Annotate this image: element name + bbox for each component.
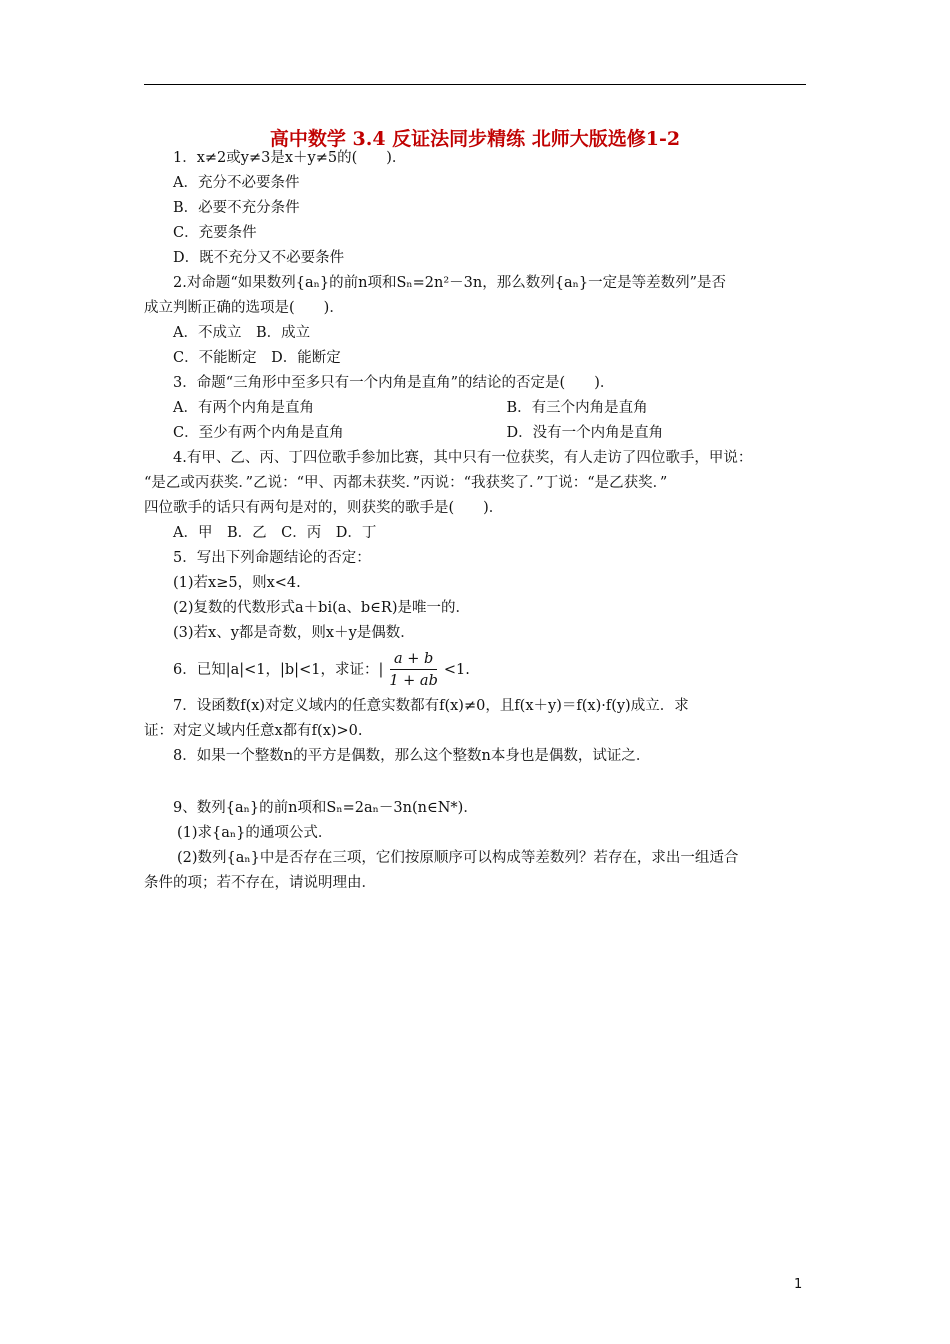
q5-part1: (1)若x≥5，则x<4. <box>173 575 301 591</box>
q3-option-b: B．有三个内角是直角 <box>506 400 648 416</box>
q3-option-d: D．没有一个内角是直角 <box>506 425 664 441</box>
q2-stem-line1: 2.对命题“如果数列{aₙ}的前n项和Sₙ=2n²－3n，那么数列{aₙ}一定是等差数列”是否 <box>173 275 727 291</box>
q1-option-c: C．充要条件 <box>173 225 257 241</box>
q8-stem: 8．如果一个整数n的平方是偶数，那么这个整数n本身也是偶数，试证之． <box>173 748 651 764</box>
document-title: 高中数学 3.4 反证法同步精练 北师大版选修1-2 <box>269 128 681 150</box>
q6-denominator: 1 + ab <box>389 672 438 689</box>
q1-option-a: A．充分不必要条件 <box>173 175 300 191</box>
q3-option-a: A．有两个内角是直角 <box>173 400 314 416</box>
q2-options-cd: C．不能断定 D．能断定 <box>173 350 341 366</box>
q9-part2-line1: (2)数列{aₙ}中是否存在三项，它们按原顺序可以构成等差数列？若存在，求出一组适合 <box>177 850 739 866</box>
q2-stem-line2: 成立判断正确的选项是( )． <box>144 300 344 316</box>
q5-stem: 5．写出下列命题结论的否定： <box>173 550 371 566</box>
q4-stem-line1: 4.有甲、乙、丙、丁四位歌手参加比赛，其中只有一位获奖，有人走访了四位歌手，甲说： <box>173 450 753 466</box>
q3-stem: 3．命题“三角形中至多只有一个内角是直角”的结论的否定是( )． <box>173 375 615 391</box>
q2-options-ab: A．不成立 B．成立 <box>173 325 311 341</box>
q4-stem-line2: “是乙或丙获奖．”乙说：“甲、丙都未获奖．”丙说：“我获奖了．”丁说：“是乙获奖．” <box>144 475 668 491</box>
q4-stem-line3: 四位歌手的话只有两句是对的，则获奖的歌手是( )． <box>144 500 504 516</box>
header-rule <box>144 84 806 85</box>
question-list <box>144 146 806 896</box>
q5-part2: (2)复数的代数形式a＋bi(a、b∈R)是唯一的． <box>173 600 470 616</box>
q6-numerator: a + b <box>390 649 437 670</box>
q3-options-row2 <box>144 421 806 446</box>
page-number: 1 <box>794 1277 803 1292</box>
q6-stem <box>144 646 806 694</box>
q6-prefix: 6．已知|a|<1，|b|<1，求证：| <box>173 661 384 678</box>
q3-options-row1 <box>144 396 806 421</box>
q9-part1: (1)求{aₙ}的通项公式． <box>177 825 333 841</box>
q6-fraction <box>385 649 442 692</box>
q1-option-d: D．既不充分又不必要条件 <box>173 250 345 266</box>
q6-suffix: <1. <box>443 661 470 678</box>
q4-options: A．甲 B．乙 C．丙 D．丁 <box>173 525 377 541</box>
spacer <box>144 769 806 796</box>
q9-stem: 9、数列{aₙ}的前n项和Sₙ=2aₙ－3n(n∈N*)． <box>173 800 478 816</box>
q3-option-c: C．至少有两个内角是直角 <box>173 425 344 441</box>
q9-part2-line2: 条件的项；若不存在，请说明理由． <box>144 875 376 891</box>
q1-option-b: B．必要不充分条件 <box>173 200 300 216</box>
q7-line1: 7．设函数f(x)对定义域内的任意实数都有f(x)≠0，且f(x＋y)＝f(x)·f(y)成立．求 <box>173 698 689 714</box>
q5-part3: (3)若x、y都是奇数，则x＋y是偶数． <box>173 625 415 641</box>
q1-stem: 1．x≠2或y≠3是x＋y≠5的( )． <box>173 150 407 166</box>
q7-line2: 证：对定义域内任意x都有f(x)>0. <box>144 723 363 739</box>
